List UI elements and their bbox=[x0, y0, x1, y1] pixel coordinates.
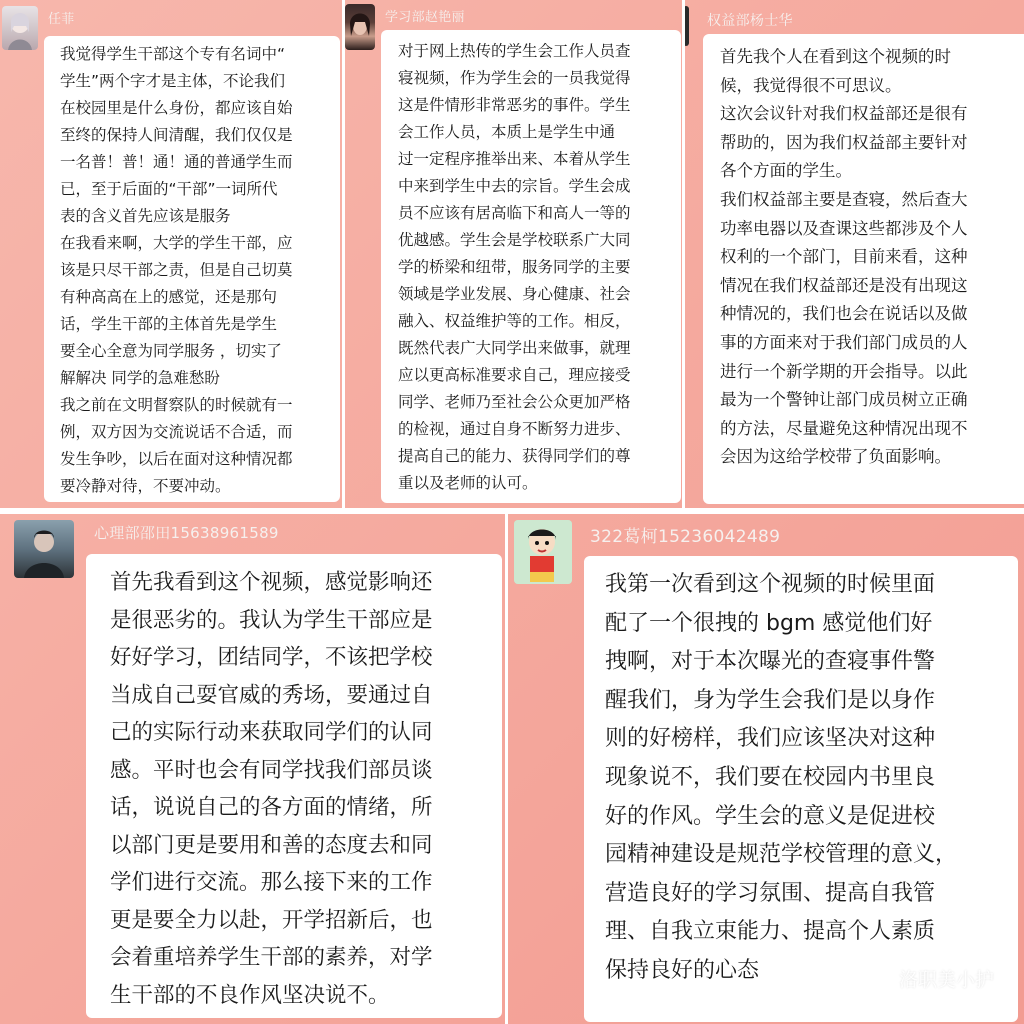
message-line: 我之前在文明督察队的时候就有一 bbox=[60, 396, 293, 414]
avatar[interactable] bbox=[2, 6, 38, 50]
message-line: 提高自己的能力、获得同学们的尊 bbox=[398, 447, 631, 465]
message-line: 当成自己耍官威的秀场，要通过自 bbox=[110, 682, 433, 708]
message-line: 同学、老师乃至社会公众更加严格 bbox=[398, 393, 631, 411]
avatar[interactable] bbox=[345, 4, 375, 50]
message-line: 该是只尽干部之责，但是自己切莫 bbox=[60, 261, 293, 279]
message-line: 寝视频，作为学生会的一员我觉得 bbox=[398, 69, 631, 87]
message-line: 话，说说自己的各方面的情绪，所 bbox=[110, 795, 433, 820]
message-line: 融入、权益维护等的工作。相反， bbox=[398, 312, 631, 330]
chat-panel-3 bbox=[683, 0, 1024, 508]
tile-divider bbox=[682, 0, 685, 508]
message-line: 一名普！普！通！通的普通学生而 bbox=[60, 153, 293, 171]
message-line: 解解决 同学的急难愁盼 bbox=[60, 369, 220, 387]
sender-name: 权益部杨士华 bbox=[707, 13, 793, 29]
message-line: 要冷静对待，不要冲动。 bbox=[60, 477, 231, 495]
message-text bbox=[60, 41, 334, 500]
message-line: 事的方面来对于我们部门成员的人 bbox=[720, 332, 968, 352]
message-line: 功率电器以及查课这些都涉及个人 bbox=[720, 218, 968, 238]
message-line: 园精神建设是规范学校管理的意义， bbox=[605, 842, 958, 868]
chat-panel-1 bbox=[0, 0, 343, 508]
tile-divider bbox=[505, 514, 508, 1024]
message-text bbox=[110, 564, 502, 1014]
tile-divider bbox=[342, 0, 345, 508]
message-line: 领域是学业发展、身心健康、社会 bbox=[398, 285, 631, 303]
message-text bbox=[398, 38, 675, 497]
message-line: 我第一次看到这个视频的时候里面 bbox=[605, 572, 936, 597]
message-line: 会因为这给学校带了负面影响。 bbox=[720, 447, 951, 467]
watermark bbox=[867, 965, 994, 992]
message-line: 对于网上热传的学生会工作人员查 bbox=[398, 42, 631, 60]
message-line: 以部门更是要用和善的态度去和同 bbox=[110, 832, 433, 858]
message-line: 的方法，尽量避免这种情况出现不 bbox=[720, 418, 968, 438]
message-bubble[interactable] bbox=[703, 34, 1024, 504]
message-line: 发生争吵，以后在面对这种情况都 bbox=[60, 450, 293, 468]
message-line: 己的实际行动来获取同学们的认同 bbox=[110, 720, 433, 745]
watermark-text: 洛职美小护 bbox=[898, 969, 994, 991]
message-line: 表的含义首先应该是服务 bbox=[60, 207, 231, 225]
message-line: 优越感。学生会是学校联系广大同 bbox=[398, 231, 631, 249]
avatar[interactable] bbox=[14, 520, 74, 578]
message-line: 重以及老师的认可。 bbox=[398, 474, 538, 492]
message-line: 要全心全意为同学服务 ，切实了 bbox=[60, 342, 282, 360]
message-line: 情况在我们权益部还是没有出现这 bbox=[720, 275, 968, 295]
message-line: 则的好榜样，我们应该坚决对这种 bbox=[605, 726, 936, 752]
chat-panel-2 bbox=[343, 0, 683, 508]
message-line: 这次会议针对我们权益部还是很有 bbox=[720, 104, 968, 124]
message-line: 保持良好的心态 bbox=[605, 957, 760, 983]
sender-name: 学习部赵艳丽 bbox=[385, 10, 465, 25]
message-line: 学的桥梁和纽带，服务同学的主要 bbox=[398, 258, 631, 276]
message-line: 各个方面的学生。 bbox=[720, 161, 852, 181]
message-line: 在我看来啊，大学的学生干部，应 bbox=[60, 234, 293, 252]
chat-panel-4 bbox=[0, 514, 506, 1024]
message-line: 有种高高在上的感觉，还是那句 bbox=[60, 288, 278, 306]
message-line: 例，双方因为交流说话不合适，而 bbox=[60, 423, 293, 441]
message-line: 理、自我立束能力、提高个人素质 bbox=[605, 919, 936, 945]
message-line: 醒我们，身为学生会我们是以身作 bbox=[605, 687, 936, 713]
message-line: 应以更高标准要求自己，理应接受 bbox=[398, 366, 631, 384]
message-text bbox=[720, 43, 1024, 472]
message-line: 是很恶劣的。我认为学生干部应是 bbox=[110, 607, 433, 633]
message-line: 好好学习，团结同学，不该把学校 bbox=[110, 645, 433, 670]
message-line: 的检视，通过自身不断努力进步、 bbox=[398, 420, 631, 438]
message-line: 我觉得学生干部这个专有名词中“ bbox=[60, 45, 286, 63]
message-line: 这是件情形非常恶劣的事件。学生 bbox=[398, 96, 631, 114]
message-line: 员不应该有居高临下和高人一等的 bbox=[398, 204, 631, 222]
message-line: 学们进行交流。那么接下来的工作 bbox=[110, 870, 433, 895]
message-line: 会着重培养学生干部的素养，对学 bbox=[110, 945, 433, 970]
message-line: 进行一个新学期的开会指导。以此 bbox=[720, 361, 968, 381]
message-line: 首先我个人在看到这个视频的时 bbox=[720, 47, 951, 66]
sender-name: 任菲 bbox=[48, 12, 75, 27]
message-line: 首先我看到这个视频，感觉影响还 bbox=[110, 570, 433, 595]
message-line: 种情况的，我们也会在说话以及做 bbox=[720, 304, 968, 324]
message-line: 现象说不，我们要在校园内书里良 bbox=[605, 764, 936, 790]
message-text bbox=[605, 566, 1018, 991]
message-line: 既然代表广大同学出来做事，就理 bbox=[398, 339, 631, 357]
message-bubble[interactable] bbox=[381, 30, 681, 503]
sender-name: 心理部邵田15638961589 bbox=[94, 524, 279, 542]
message-line: 好的作风。学生会的意义是促进校 bbox=[605, 803, 936, 829]
sender-name: 322葛柯15236042489 bbox=[590, 527, 781, 547]
message-line: 权利的一个部门，目前来看，这种 bbox=[720, 247, 968, 267]
message-line: 至终的保持人间清醒，我们仅仅是 bbox=[60, 126, 293, 144]
message-line: 中来到学生中去的宗旨。学生会成 bbox=[398, 177, 631, 195]
message-line: 过一定程序推举出来、本着从学生 bbox=[398, 150, 631, 168]
message-line: 话，学生干部的主体首先是学生 bbox=[60, 315, 278, 333]
message-line: 候，我觉得很不可思议。 bbox=[720, 75, 902, 95]
message-line: 在校园里是什么身份，都应该自始 bbox=[60, 99, 293, 117]
wechat-icon bbox=[867, 965, 893, 992]
chat-panel-5 bbox=[506, 514, 1024, 1024]
message-line: 拽啊，对于本次曝光的查寝事件警 bbox=[605, 649, 936, 675]
message-line: 学生”两个字才是主体，不论我们 bbox=[60, 72, 286, 90]
message-line: 更是要全力以赴，开学招新后，也 bbox=[110, 907, 433, 933]
avatar[interactable] bbox=[514, 520, 572, 584]
message-line: 已，至于后面的“干部”一词所代 bbox=[60, 180, 278, 198]
message-bubble[interactable] bbox=[44, 36, 340, 502]
tile-divider bbox=[0, 508, 1024, 514]
message-line: 会工作人员，本质上是学生中通 bbox=[398, 123, 616, 141]
message-line: 配了一个很拽的 bgm 感觉他们好 bbox=[605, 610, 933, 636]
message-bubble[interactable] bbox=[584, 556, 1018, 1022]
message-line: 最为一个警钟让部门成员树立正确 bbox=[720, 390, 968, 410]
message-bubble[interactable] bbox=[86, 554, 502, 1018]
message-line: 营造良好的学习氛围、提高自我管 bbox=[605, 880, 936, 906]
message-line: 帮助的，因为我们权益部主要针对 bbox=[720, 132, 968, 152]
message-line: 我们权益部主要是查寝，然后查大 bbox=[720, 189, 968, 209]
message-line: 生干部的不良作风坚决说不。 bbox=[110, 982, 390, 1008]
message-line: 感。平时也会有同学找我们部员谈 bbox=[110, 757, 433, 783]
